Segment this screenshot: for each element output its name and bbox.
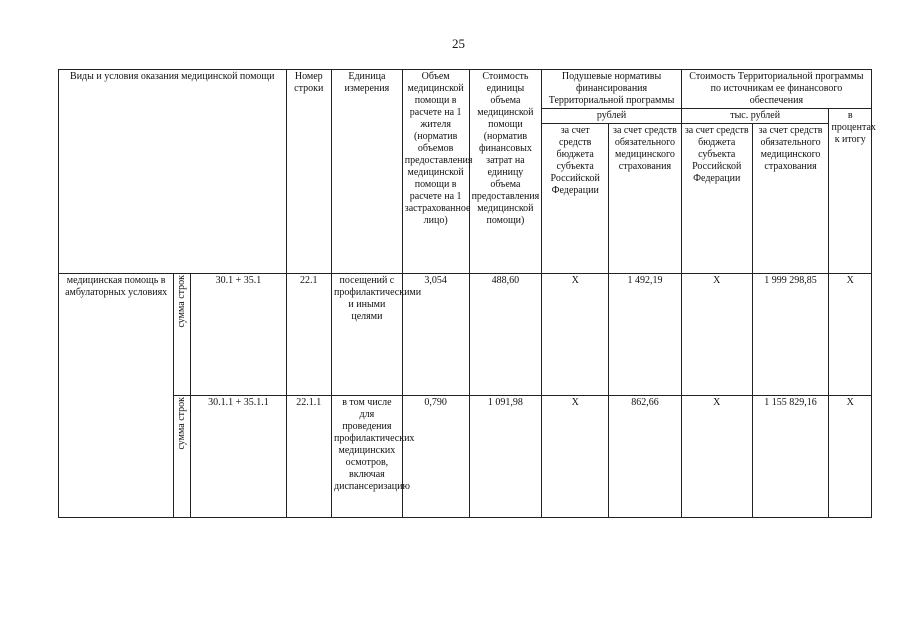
- table-row: [59, 396, 872, 518]
- row-vertical-label: [174, 274, 191, 396]
- row-unit: в том числе для проведения профилактических медицинских осмотров, включая диспансеризацию: [332, 396, 403, 518]
- row-volume: 3,054: [402, 274, 469, 396]
- row-percent: Х: [829, 274, 872, 396]
- row-vertical-label: [174, 396, 191, 518]
- row-cost: 1 091,98: [469, 396, 542, 518]
- financing-table: [58, 69, 876, 518]
- header-oms-2: за счет средств обязательного медицинского страхования: [752, 124, 829, 274]
- row-volume: 0,790: [402, 396, 469, 518]
- row-formula: 30.1.1 + 35.1.1: [191, 396, 286, 518]
- page-number: 25: [452, 36, 465, 51]
- header-per-capita: Подушевые нормативы финансирования Территориальной программы: [542, 70, 682, 109]
- row-budget-2: Х: [681, 274, 752, 396]
- row-oms-2: 1 155 829,16: [752, 396, 829, 518]
- vertical-text: сумма строк: [176, 275, 188, 328]
- row-unit: посещений с профилактическими и иными целями: [332, 274, 403, 396]
- header-budget-2: за счет средств бюджета субъекта Российской Федерации: [681, 124, 752, 274]
- row-oms-2: 1 999 298,85: [752, 274, 829, 396]
- section-label: медицинская помощь в амбулаторных условиях: [59, 274, 174, 518]
- row-oms-1: 1 492,19: [609, 274, 682, 396]
- row-number: 22.1.1: [286, 396, 332, 518]
- header-row-number: Номер строки: [286, 70, 332, 274]
- header-oms-1: за счет средств обязательного медицинского страхования: [609, 124, 682, 274]
- row-budget-2: Х: [681, 396, 752, 518]
- header-per-capita-unit: рублей: [542, 109, 682, 124]
- header-budget-1: за счет средств бюджета субъекта Российской Федерации: [542, 124, 609, 274]
- row-number: 22.1: [286, 274, 332, 396]
- header-type: Виды и условия оказания медицинской помощи: [59, 70, 287, 274]
- row-budget-1: Х: [542, 396, 609, 518]
- row-cost: 488,60: [469, 274, 542, 396]
- header-unit: Единица измерения: [332, 70, 403, 274]
- row-formula: 30.1 + 35.1: [191, 274, 286, 396]
- header-percent-top: в: [847, 110, 853, 121]
- header-cost: Стоимость единицы объема медицинской помощи (норматив финансовых затрат на единицу объема предоставления медицинской помощи): [469, 70, 542, 274]
- header-cost-total-unit: тыс. рублей: [681, 109, 829, 124]
- header-volume: Объем медицинской помощи в расчете на 1 жителя (норматив объемов предоставления медицинской помощи в расчете на 1 застрахованное лицо): [402, 70, 469, 274]
- table-row: [59, 274, 872, 396]
- row-percent: Х: [829, 396, 872, 518]
- row-budget-1: Х: [542, 274, 609, 396]
- vertical-text: сумма строк: [176, 397, 188, 450]
- header-percent-text: процентах к итогу: [831, 122, 876, 145]
- row-oms-1: 862,66: [609, 396, 682, 518]
- header-percent: [829, 109, 876, 274]
- header-cost-total: Стоимость Территориальной программы по источникам ее финансового обеспечения: [681, 70, 871, 109]
